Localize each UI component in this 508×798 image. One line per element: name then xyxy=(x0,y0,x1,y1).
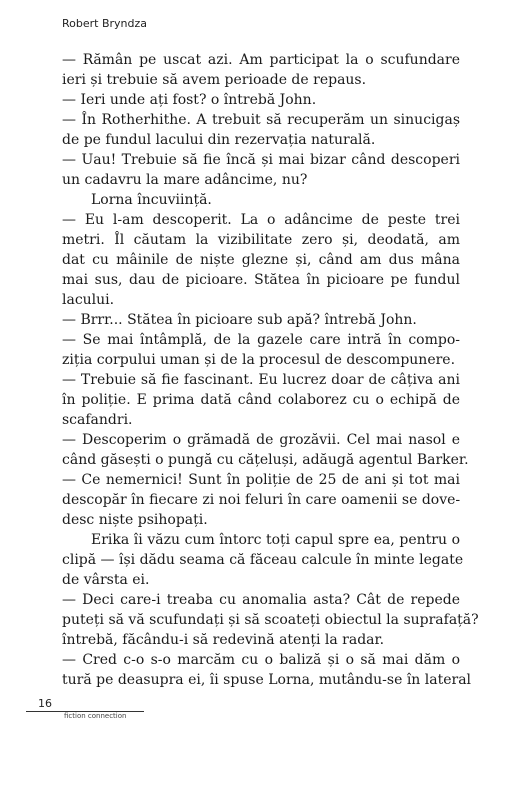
text-line: Lorna încuviință. xyxy=(91,192,212,208)
text-line: întrebă, făcându-i să redevină atenți la radar. xyxy=(62,632,385,648)
text-line: dat cu mâinile de niște glezne și, când am dus mâna xyxy=(62,252,460,268)
text-line: descopăr în fiecare zi noi feluri în care oamenii se dove- xyxy=(62,492,461,508)
text-line: desc niște psihopați. xyxy=(62,512,208,528)
text-line: — Rămân pe uscat azi. Am participat la o scufundare xyxy=(62,52,460,68)
text-line: — Brrr... Stătea în picioare sub apă? întrebă John. xyxy=(62,312,417,328)
text-line: mai sus, dau de picioare. Stătea în picioare pe fundul xyxy=(62,272,460,288)
text-line: — Ieri unde ați fost? o întrebă John. xyxy=(62,92,317,108)
text-line: de vârsta ei. xyxy=(62,572,150,588)
text-line: — Trebuie să fie fascinant. Eu lucrez doar de câțiva ani xyxy=(62,372,460,388)
text-line: lacului. xyxy=(62,292,115,308)
text-line: de pe fundul lacului din rezervația naturală. xyxy=(62,132,376,148)
text-line: scafandri. xyxy=(62,412,133,428)
text-line: clipă — își dădu seama că făceau calcule în minte legate xyxy=(62,552,464,568)
page-number: 16 xyxy=(38,697,52,710)
text-line: — În Rotherhithe. A trebuit să recuperăm un sinucigaș xyxy=(62,112,460,128)
text-line: puteți să vă scufundați și să scoateți obiectul la suprafață? xyxy=(62,612,479,628)
text-line: — Uau! Trebuie să fie încă și mai bizar când descoperi xyxy=(62,152,460,168)
text-line: — Eu l-am descoperit. La o adâncime de peste trei xyxy=(62,212,460,228)
text-line: — Deci care-i treaba cu anomalia asta? Cât de repede xyxy=(62,592,460,608)
text-line: în poliție. E prima dată când colaborez cu o echipă de xyxy=(62,392,460,408)
text-line: un cadavru la mare adâncime, nu? xyxy=(62,172,308,188)
running-header-author: Robert Bryndza xyxy=(62,17,148,30)
text-line: metri. Îl căutam la vizibilitate zero și, deodată, am xyxy=(62,232,460,248)
text-line: — Descoperim o grămadă de grozăvii. Cel mai nasol e xyxy=(62,432,460,448)
text-line: — Se mai întâmplă, de la gazele care intră în compo- xyxy=(62,332,460,348)
text-line: când găsești o pungă cu cățeluși, adăugă agentul Barker. xyxy=(62,452,469,468)
text-line: tură pe deasupra ei, îi spuse Lorna, mutându-se în lateral xyxy=(62,672,472,688)
text-line: — Cred c-o s-o marcăm cu o baliză și o să mai dăm o xyxy=(62,652,460,668)
text-line: — Ce nemernici! Sunt în poliție de 25 de ani și tot mai xyxy=(62,472,460,488)
text-line: ziția corpului uman și de la procesul de descompunere. xyxy=(62,352,456,368)
text-line: Erika îi văzu cum întorc toți capul spre ea, pentru o xyxy=(91,532,460,548)
footer-imprint-label: fiction connection xyxy=(64,712,127,720)
text-line: ieri și trebuie să avem perioade de repaus. xyxy=(62,72,367,88)
